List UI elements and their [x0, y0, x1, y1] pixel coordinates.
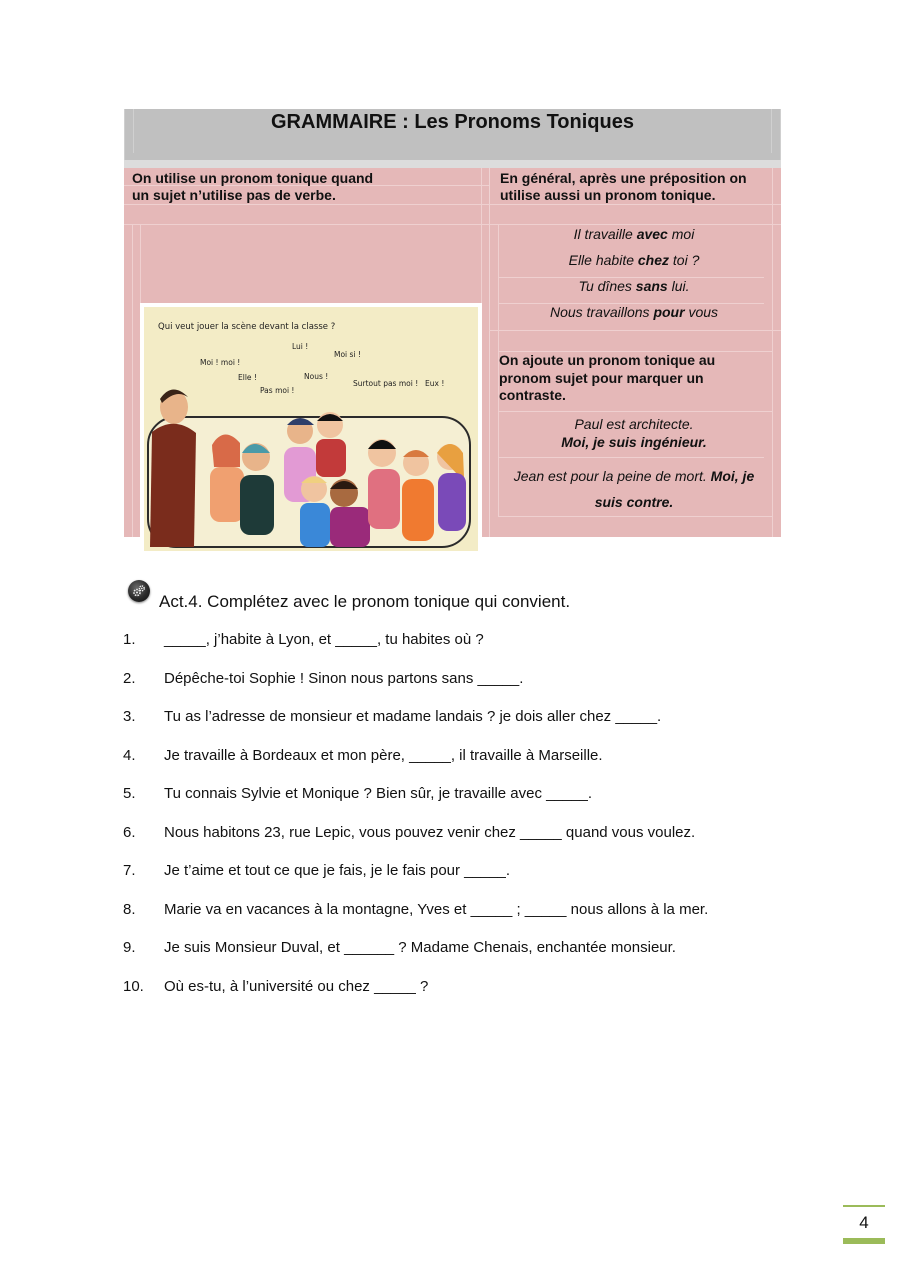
- grammar-body: [124, 168, 781, 537]
- exercise-text: _____, j’habite à Lyon, et _____, tu habites où ?: [164, 631, 484, 648]
- svg-text:Nous !: Nous !: [304, 372, 329, 381]
- exercise-text: Je travaille à Bordeaux et mon père, _____, il travaille à Marseille.: [164, 746, 603, 764]
- exercise-text: Marie va en vacances à la montagne, Yves et _____ ; _____ nous allons à la mer.: [164, 900, 709, 918]
- gridline: [498, 457, 764, 458]
- exercise-number: 1.: [123, 631, 136, 648]
- preposition-example: Elle habite chez toi ?: [568, 252, 700, 268]
- exercise-item: [123, 938, 803, 977]
- svg-text:Pas moi !: Pas moi !: [260, 386, 295, 395]
- activity-title: Act.4. Complétez avec le pronom tonique qui convient.: [159, 592, 571, 611]
- contrast-example: Paul est architecte. Moi, je suis ingénieur.: [561, 416, 707, 450]
- exercise-item: [123, 861, 803, 900]
- exercise-item: [123, 823, 803, 862]
- contrast-example: Jean est pour la peine de mort. Moi, je suis contre.: [513, 468, 755, 510]
- svg-text:Surtout pas moi !: Surtout pas moi !: [353, 379, 419, 388]
- exercise-item: [123, 746, 803, 785]
- exercise-list: [123, 630, 803, 1015]
- teacher-bubble: Qui veut jouer la scène devant la classe ?: [158, 322, 336, 332]
- svg-text:Elle !: Elle !: [238, 373, 257, 382]
- exercise-number: 5.: [123, 785, 136, 802]
- gridline: [498, 411, 772, 412]
- gridline: [132, 224, 133, 537]
- header-band: [124, 160, 781, 168]
- classroom-illustration: [140, 303, 482, 555]
- svg-text:Moi si !: Moi si !: [334, 350, 361, 359]
- grammar-title: GRAMMAIRE : Les Pronoms Toniques: [271, 111, 634, 133]
- exercise-number: 7.: [123, 862, 136, 879]
- preposition-example: Tu dînes sans lui.: [578, 278, 690, 294]
- page-number-value: 4: [859, 1213, 869, 1232]
- rule-contrast: On ajoute un pronom tonique au pronom sujet pour marquer un contraste.: [499, 352, 716, 403]
- gears-icon: [128, 580, 150, 602]
- exercise-item: [123, 784, 803, 823]
- svg-text:Eux !: Eux !: [425, 379, 445, 388]
- rule-no-verb: [132, 170, 482, 204]
- exercise-item: [123, 707, 803, 746]
- exercise-text: Dépêche-toi Sophie ! Sinon nous partons sans _____.: [164, 669, 524, 687]
- rule-no-verb-line2: un sujet n’utilise pas de verbe.: [132, 187, 336, 203]
- page-number: [843, 1205, 885, 1245]
- grammar-header-inner: [133, 109, 772, 153]
- exercise-text: Je suis Monsieur Duval, et ______ ? Madame Chenais, enchantée monsieur.: [164, 939, 676, 956]
- rule-preposition: [500, 170, 780, 204]
- grammar-header: [124, 109, 781, 160]
- exercise-text: Nous habitons 23, rue Lepic, vous pouvez venir chez _____ quand vous voulez.: [164, 823, 696, 841]
- classroom-cartoon-image: [144, 307, 478, 551]
- exercise-number: 4.: [123, 746, 136, 764]
- svg-text:Lui !: Lui !: [292, 342, 309, 351]
- preposition-example: Nous travaillons pour vous: [549, 304, 719, 320]
- exercise-number: 9.: [123, 939, 136, 956]
- exercise-text: Tu as l’adresse de monsieur et madame landais ? je dois aller chez _____.: [164, 708, 662, 725]
- exercise-text: Tu connais Sylvie et Monique ? Bien sûr, je travaille avec _____.: [164, 785, 593, 802]
- gridline: [489, 330, 781, 331]
- exercise-item: [123, 900, 803, 939]
- grammar-table: [124, 109, 781, 537]
- rule-no-verb-line1: On utilise un pronom tonique quand: [132, 170, 374, 186]
- exercise-text: Où es-tu, à l’université ou chez _____ ?: [164, 977, 429, 995]
- exercise-number: 3.: [123, 708, 136, 725]
- exercise-number: 8.: [123, 900, 136, 918]
- exercise-item: [123, 977, 803, 1016]
- activity-header: [128, 580, 728, 616]
- exercise-text: Je t’aime et tout ce que je fais, je le fais pour _____.: [164, 862, 511, 879]
- gridline: [124, 204, 781, 205]
- exercise-number: 10.: [123, 977, 144, 995]
- svg-text:Moi ! moi !: Moi ! moi !: [200, 358, 241, 367]
- exercise-number: 6.: [123, 823, 136, 841]
- preposition-example: Il travaille avec moi: [573, 226, 695, 242]
- exercise-item: [123, 669, 803, 708]
- rule-preposition-line1: En général, après une préposition on: [500, 170, 747, 186]
- page-number-bottom-bar: [843, 1238, 885, 1244]
- exercise-item: [123, 630, 803, 669]
- exercise-number: 2.: [123, 669, 136, 687]
- gridline: [772, 168, 773, 537]
- page-number-top-rule: [843, 1205, 885, 1207]
- gridline: [498, 516, 772, 517]
- rule-preposition-line2: utilise aussi un pronom tonique.: [500, 187, 716, 203]
